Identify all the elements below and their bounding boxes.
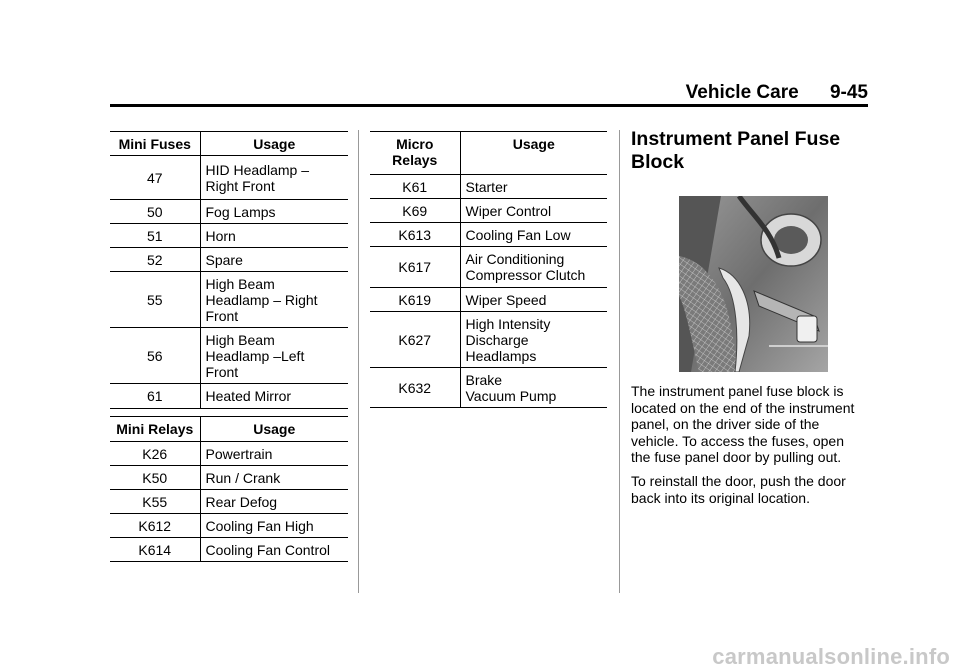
fuse-number: 50 bbox=[110, 200, 200, 224]
relay-usage: Cooling Fan High bbox=[200, 514, 348, 538]
watermark: carmanualsonline.info bbox=[712, 644, 950, 669]
chapter-title: Vehicle Care bbox=[685, 82, 799, 103]
fuse-number: 52 bbox=[110, 248, 200, 272]
table-row bbox=[110, 466, 348, 490]
table-row bbox=[110, 200, 348, 224]
fuse-number: 61 bbox=[110, 384, 200, 409]
table-header-row bbox=[110, 417, 348, 442]
column-divider-left bbox=[358, 130, 359, 593]
relay-usage: High Intensity Discharge Headlamps bbox=[460, 312, 607, 368]
column-header: Usage bbox=[460, 132, 607, 175]
micro-relays-table bbox=[370, 131, 607, 408]
relay-number: K619 bbox=[370, 288, 460, 312]
body-paragraph: The instrument panel fuse block is located on the end of the instrument panel, on the driver side of the vehicle. To access the fuses, open the fuse panel door by pulling out. bbox=[631, 383, 855, 465]
mini-fuses-table bbox=[110, 131, 348, 409]
relay-number: K612 bbox=[110, 514, 200, 538]
fuse-number: 55 bbox=[110, 272, 200, 328]
table-row bbox=[110, 538, 348, 562]
table-row bbox=[110, 156, 348, 200]
relay-number: K69 bbox=[370, 199, 460, 223]
table-row bbox=[370, 288, 607, 312]
fuse-block-location-illustration bbox=[679, 196, 828, 372]
fuse-usage: High Beam Headlamp –Left Front bbox=[200, 328, 348, 384]
page-number: 9-45 bbox=[829, 82, 868, 103]
fuse-number: 47 bbox=[110, 156, 200, 200]
relay-usage: Run / Crank bbox=[200, 466, 348, 490]
table-row bbox=[370, 223, 607, 247]
fuse-number: 51 bbox=[110, 224, 200, 248]
relay-usage: Powertrain bbox=[200, 442, 348, 466]
table-row bbox=[110, 384, 348, 409]
relay-usage: Starter bbox=[460, 175, 607, 199]
table-row bbox=[370, 247, 607, 288]
table-header-row bbox=[370, 132, 607, 175]
fuse-usage: Horn bbox=[200, 224, 348, 248]
body-paragraph: To reinstall the door, push the door back into its original location. bbox=[631, 473, 846, 506]
relay-number: K26 bbox=[110, 442, 200, 466]
table-row bbox=[110, 272, 348, 328]
table-row bbox=[110, 514, 348, 538]
fuse-usage: HID Headlamp – Right Front bbox=[200, 156, 348, 200]
relay-number: K613 bbox=[370, 223, 460, 247]
relay-number: K627 bbox=[370, 312, 460, 368]
relay-usage: Wiper Control bbox=[460, 199, 607, 223]
section-title: Instrument Panel Fuse Block bbox=[631, 128, 841, 173]
relay-usage: Wiper Speed bbox=[460, 288, 607, 312]
table-row bbox=[110, 328, 348, 384]
column-header: Micro Relays bbox=[370, 132, 460, 175]
table-row bbox=[370, 312, 607, 368]
relay-number: K632 bbox=[370, 368, 460, 408]
table-row bbox=[110, 224, 348, 248]
relay-number: K617 bbox=[370, 247, 460, 288]
relay-usage: Rear Defog bbox=[200, 490, 348, 514]
relay-number: K50 bbox=[110, 466, 200, 490]
relay-number: K614 bbox=[110, 538, 200, 562]
relay-usage: Cooling Fan Control bbox=[200, 538, 348, 562]
table-row bbox=[110, 248, 348, 272]
table-row bbox=[370, 199, 607, 223]
fuse-usage: High Beam Headlamp – Right Front bbox=[200, 272, 348, 328]
column-header: Mini Fuses bbox=[110, 132, 200, 156]
table-row bbox=[110, 490, 348, 514]
fuse-usage: Spare bbox=[200, 248, 348, 272]
mini-relays-table bbox=[110, 416, 348, 562]
table-row bbox=[370, 368, 607, 408]
table-row bbox=[370, 175, 607, 199]
relay-number: K61 bbox=[370, 175, 460, 199]
relay-usage: Brake Vacuum Pump bbox=[460, 368, 607, 408]
page-header bbox=[686, 82, 868, 104]
relay-usage: Air Conditioning Compressor Clutch bbox=[460, 247, 607, 288]
header-rule bbox=[110, 104, 868, 107]
table-header-row bbox=[110, 132, 348, 156]
table-row bbox=[110, 442, 348, 466]
relay-number: K55 bbox=[110, 490, 200, 514]
relay-usage: Cooling Fan Low bbox=[460, 223, 607, 247]
column-header: Usage bbox=[200, 132, 348, 156]
column-header: Mini Relays bbox=[110, 417, 200, 442]
fuse-usage: Heated Mirror bbox=[200, 384, 348, 409]
fuse-usage: Fog Lamps bbox=[200, 200, 348, 224]
column-header: Usage bbox=[200, 417, 348, 442]
fuse-number: 56 bbox=[110, 328, 200, 384]
column-divider-right bbox=[619, 130, 620, 593]
